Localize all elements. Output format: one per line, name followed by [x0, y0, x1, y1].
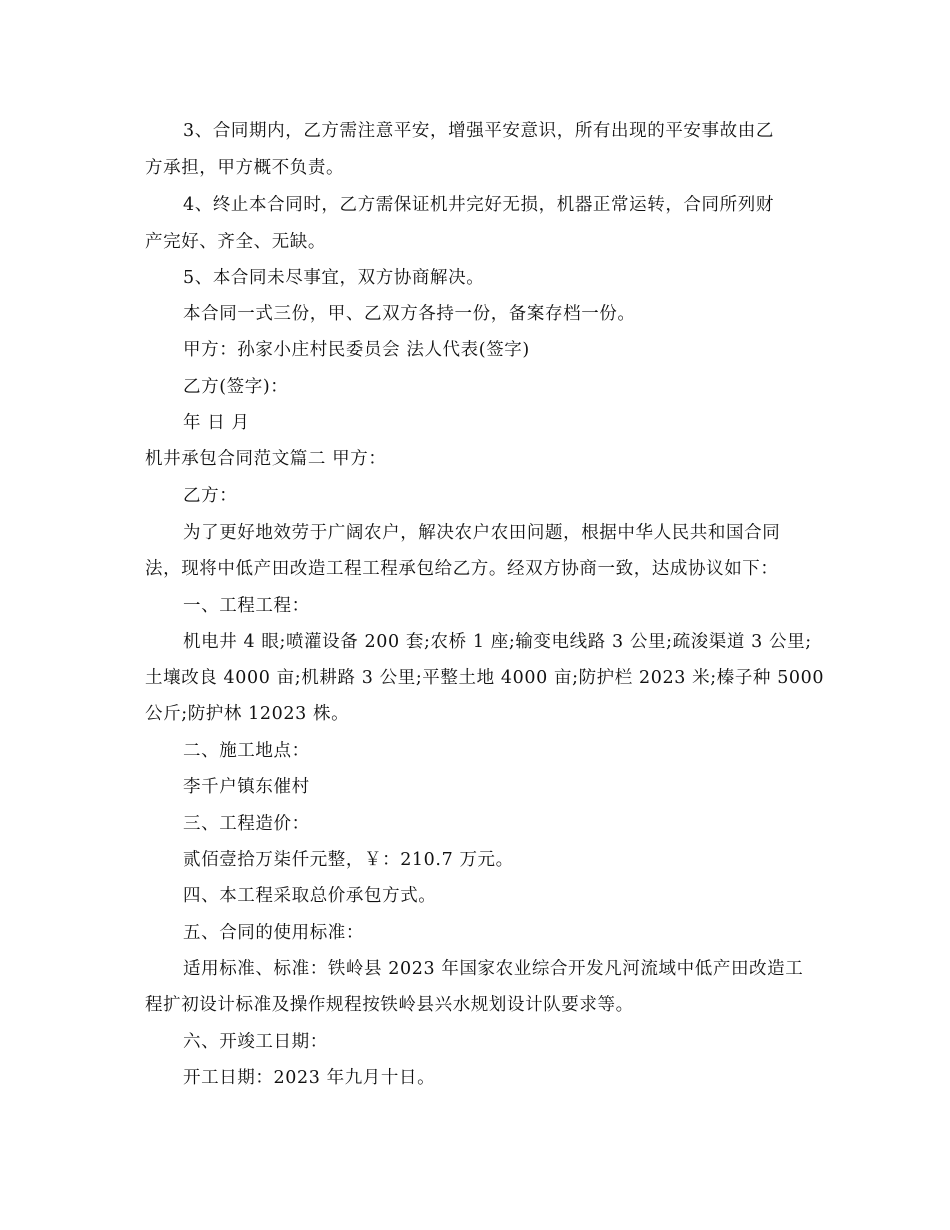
party-a-signature: 甲方：孙家小庄村民委员会 法人代表(签字): [183, 340, 530, 360]
clause-3-line-2: 方承担，甲方概不负责。: [145, 158, 345, 178]
project-items-line-2: 土壤改良 4000 亩;机耕路 3 公里;平整土地 4000 亩;防护栏 2023 米;榛子种 5000: [145, 668, 825, 688]
party-b-signature: 乙方(签字)：: [183, 377, 289, 397]
location-value: 李千户镇东催村: [183, 777, 310, 797]
start-date: 开工日期：2023 年九月十日。: [183, 1068, 436, 1088]
preamble-line-1: 为了更好地效劳于广阔农户，解决农户农田问题，根据中华人民共和国合同: [183, 523, 781, 543]
project-items-line-3: 公斤;防护林 12023 株。: [145, 704, 350, 724]
clause-4-line-2: 产完好、齐全、无缺。: [145, 232, 326, 252]
project-items-line-1: 机电井 4 眼;喷灌设备 200 套;农桥 1 座;输变电线路 3 公里;疏浚渠道 3 公里;: [183, 632, 812, 652]
section-title: 机井承包合同范文篇二 甲方：: [145, 449, 387, 469]
heading-schedule: 六、开竣工日期：: [183, 1032, 328, 1052]
heading-standards: 五、合同的使用标准：: [183, 923, 364, 943]
heading-contract-method: 四、本工程采取总价承包方式。: [183, 886, 437, 906]
clause-4-line-1: 4、终止本合同时，乙方需保证机井完好无损，机器正常运转，合同所列财: [183, 195, 774, 215]
heading-location: 二、施工地点：: [183, 741, 310, 761]
date-line: 年 日 月: [183, 413, 250, 433]
clause-5: 5、本合同未尽事宜，双方协商解决。: [183, 268, 485, 288]
standards-line-1: 适用标准、标准：铁岭县 2023 年国家农业综合开发凡河流域中低产田改造工: [183, 959, 804, 979]
party-b-label: 乙方：: [183, 486, 238, 506]
cost-value: 贰佰壹拾万柒仟元整，￥：210.7 万元。: [183, 850, 514, 870]
standards-line-2: 程扩初设计标准及操作规程按铁岭县兴水规划设计队要求等。: [145, 995, 634, 1015]
heading-project: 一、工程工程：: [183, 596, 310, 616]
clause-3-line-1: 3、合同期内，乙方需注意平安，增强平安意识，所有出现的平安事故由乙: [183, 121, 774, 141]
preamble-line-2: 法，现将中低产田改造工程工程承包给乙方。经双方协商一致，达成协议如下：: [145, 559, 779, 579]
copies-clause: 本合同一式三份，甲、乙双方各持一份，备案存档一份。: [183, 304, 636, 324]
heading-cost: 三、工程造价：: [183, 814, 310, 834]
